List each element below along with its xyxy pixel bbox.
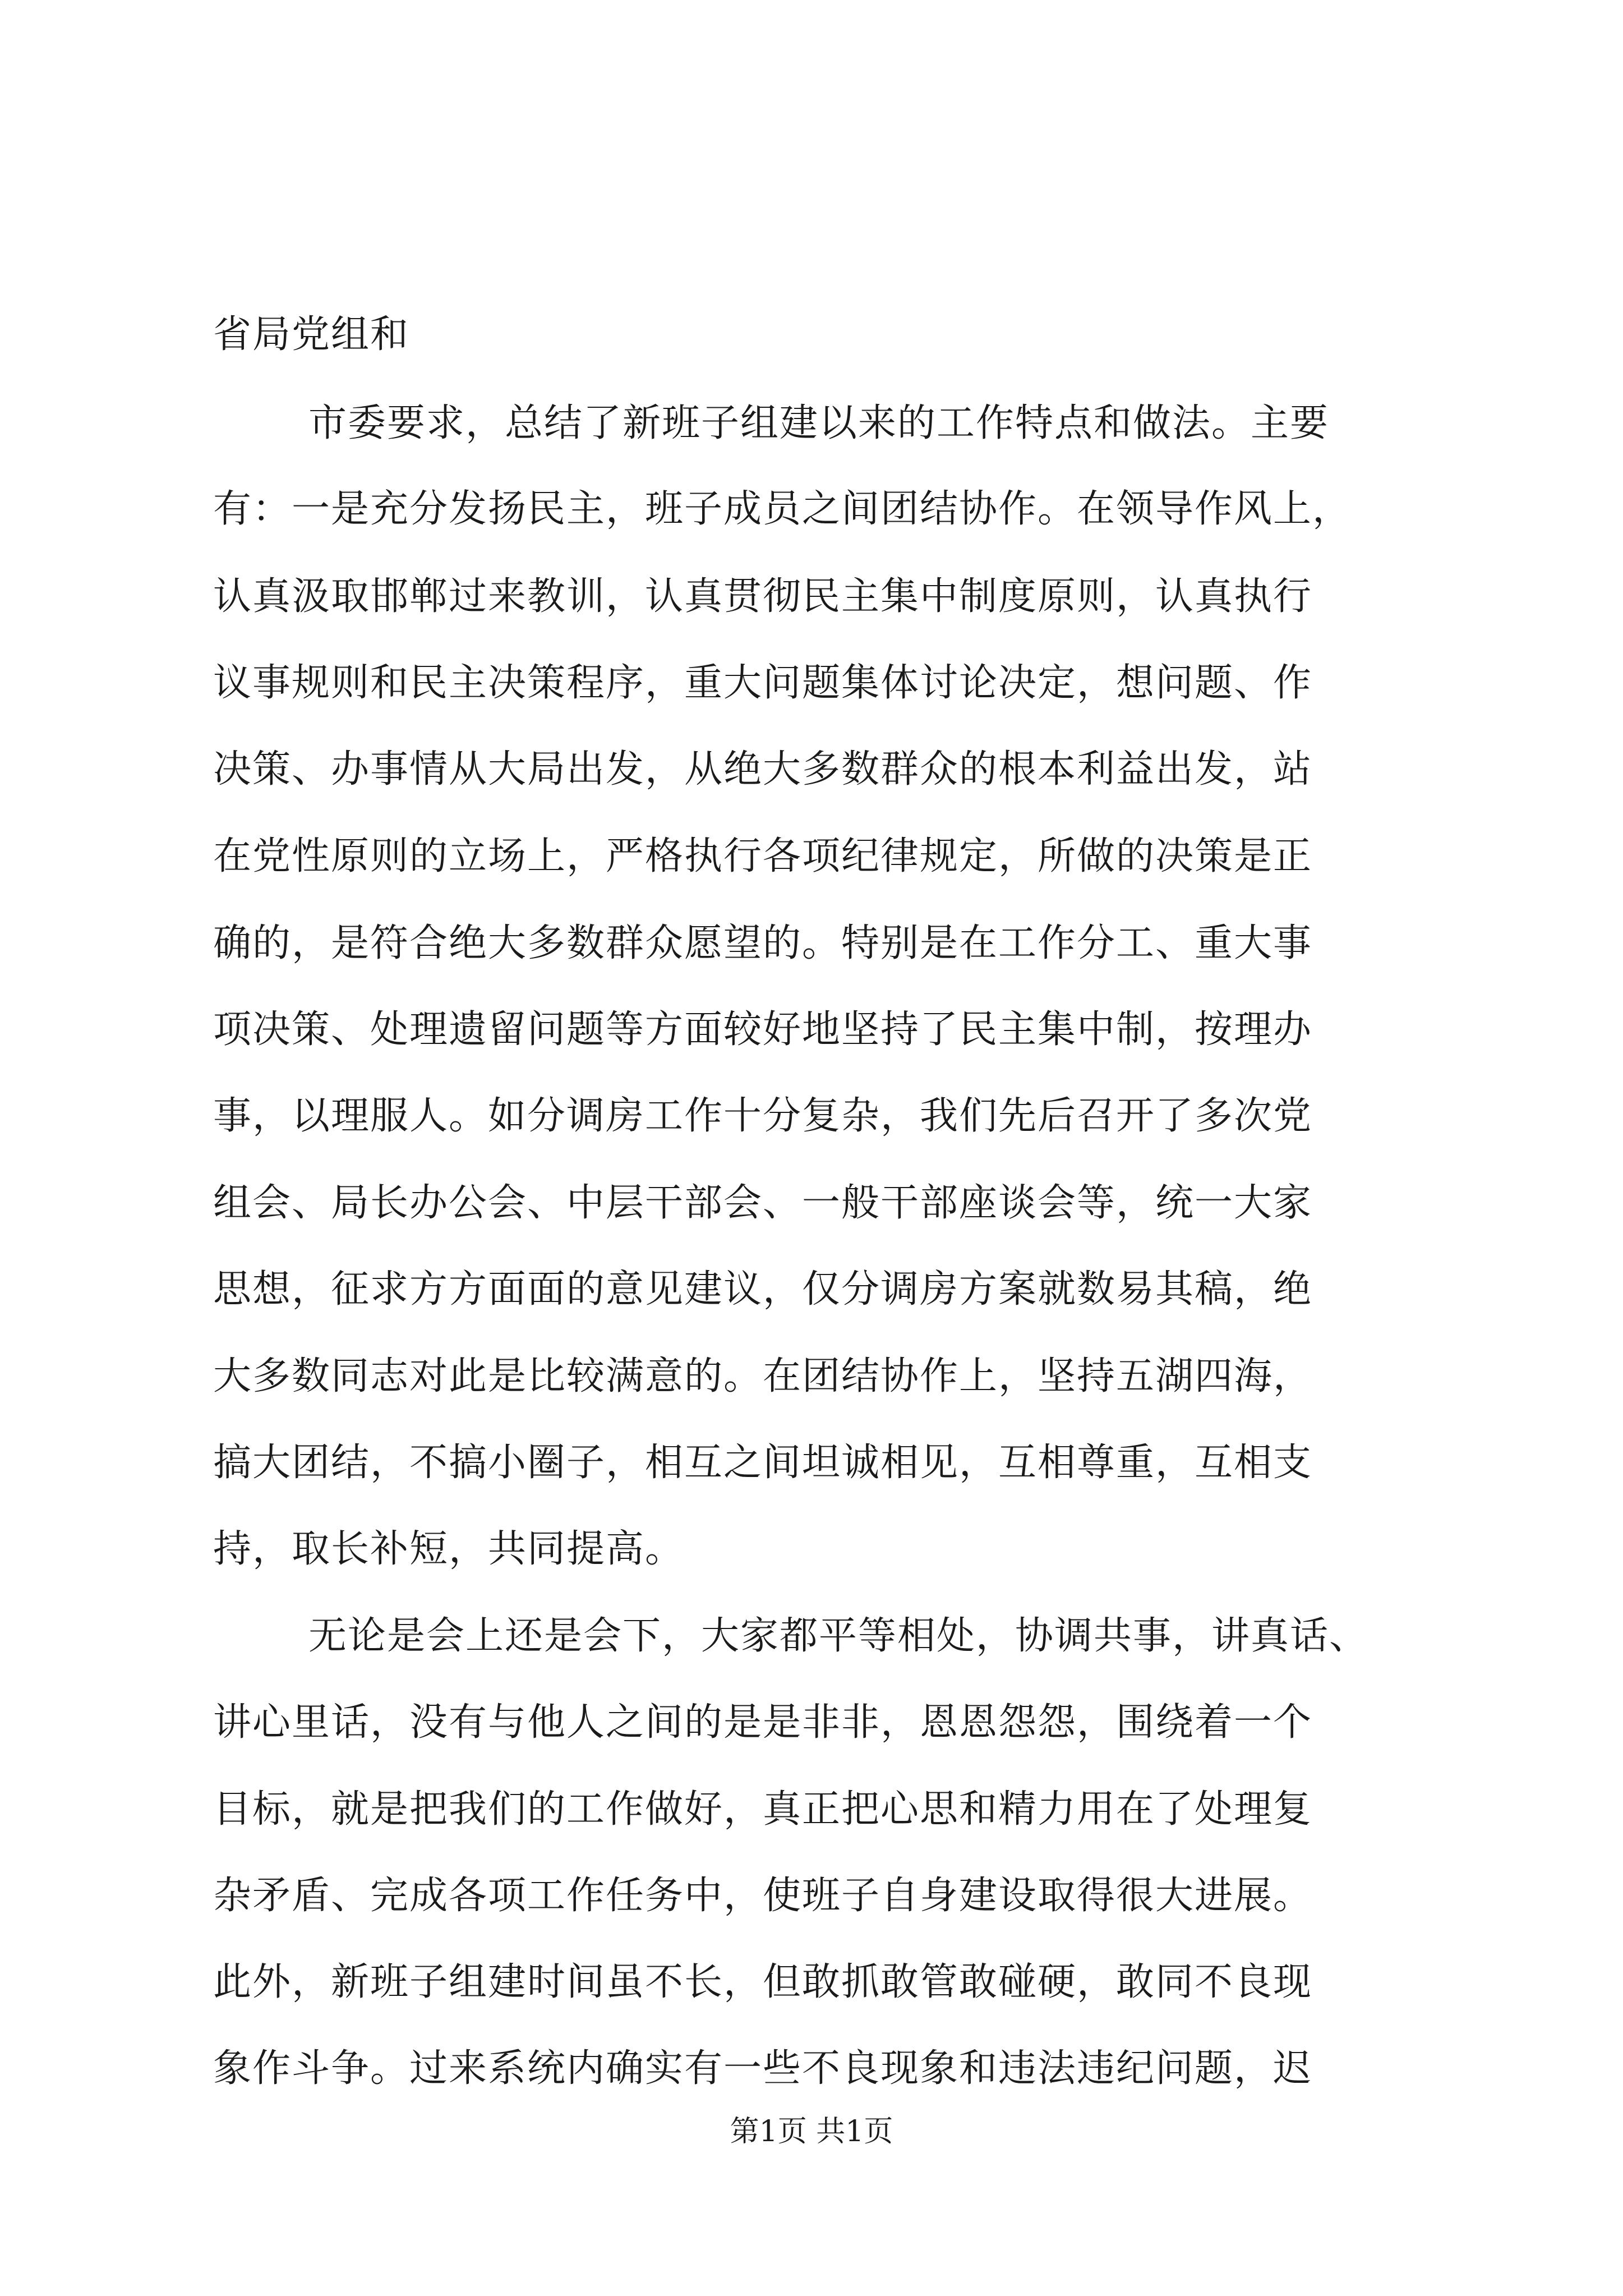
text-line-1: 省局党组和 [213,312,410,357]
text-line-9: 项决策、处理遗留问题等方面较好地坚持了民主集中制，按理办 [213,1007,1313,1052]
text-line-8: 确的，是符合绝大多数群众愿望的。特别是在工作分工、重大事 [213,921,1313,965]
text-line-21: 象作斗争。过来系统内确实有一些不良现象和违法违纪问题，迟 [213,2046,1313,2091]
text-line-18: 目标，就是把我们的工作做好，真正把心思和精力用在了处理复 [213,1787,1313,1832]
text-line-20: 此外，新班子组建时间虽不长，但敢抓敢管敢碰硬，敢同不良现 [213,1960,1313,2004]
page-footer: 第1页 共1页 [730,2115,893,2148]
text-line-16: 无论是会上还是会下，大家都平等相处，协调共事，讲真话、 [308,1614,1369,1658]
text-line-13: 大多数同志对此是比较满意的。在团结协作上，坚持五湖四海， [213,1354,1313,1398]
text-line-10: 事，以理服人。如分调房工作十分复杂，我们先后召开了多次党 [213,1094,1313,1138]
text-line-17: 讲心里话，没有与他人之间的是是非非，恩恩怨怨，围绕着一个 [213,1700,1313,1745]
text-line-2: 市委要求，总结了新班子组建以来的工作特点和做法。主要 [308,401,1330,445]
text-line-7: 在党性原则的立场上，严格执行各项纪律规定，所做的决策是正 [213,834,1313,878]
text-line-5: 议事规则和民主决策程序，重大问题集体讨论决定，想问题、作 [213,661,1313,705]
text-line-11: 组会、局长办公会、中层干部会、一般干部座谈会等，统一大家 [213,1181,1313,1225]
text-line-19: 杂矛盾、完成各项工作任务中，使班子自身建设取得很大进展。 [213,1874,1313,1918]
text-line-6: 决策、办事情从大局出发，从绝大多数群众的根本利益出发，站 [213,747,1313,792]
text-line-15: 持，取长补短，共同提高。 [213,1527,685,1571]
text-line-3: 有：一是充分发扬民主，班子成员之间团结协作。在领导作风上， [213,487,1352,531]
text-line-12: 思想，征求方方面面的意见建议，仅分调房方案就数易其稿，绝 [213,1267,1313,1312]
text-line-14: 搞大团结，不搞小圈子，相互之间坦诚相见，互相尊重，互相支 [213,1441,1313,1485]
text-line-4: 认真汲取邯郸过来教训，认真贯彻民主集中制度原则，认真执行 [213,574,1313,619]
